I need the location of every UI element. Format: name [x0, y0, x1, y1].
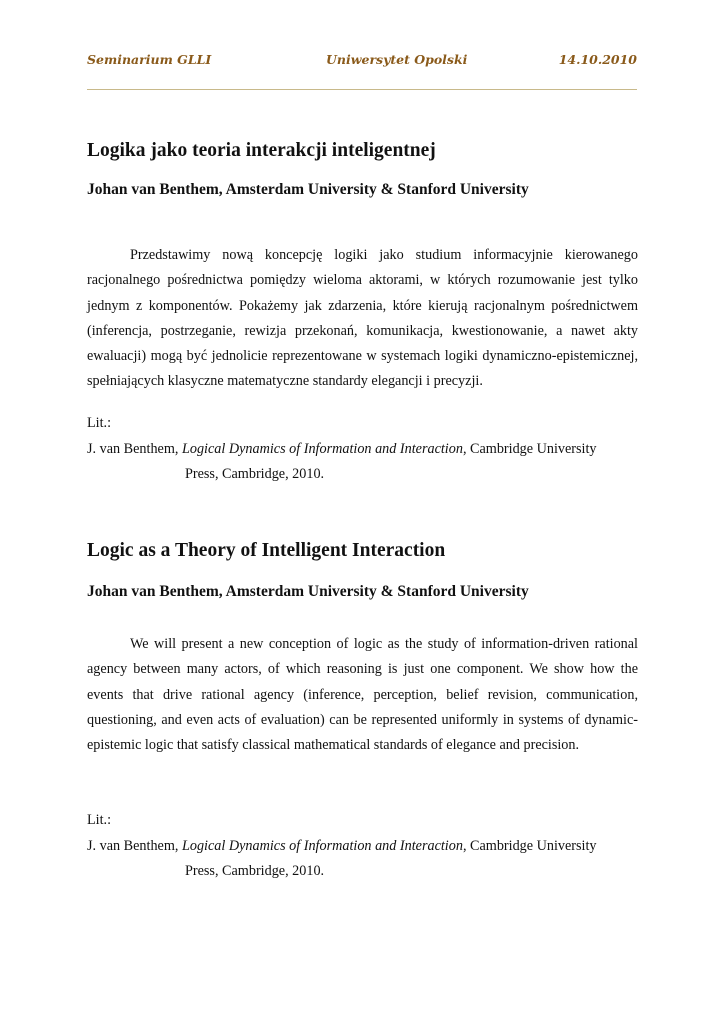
header-university: Uniwersytet Opolski — [326, 52, 468, 67]
reference-book-title: Logical Dynamics of Information and Interaction — [181, 441, 463, 457]
reference-english — [87, 834, 647, 883]
page-header — [87, 52, 637, 72]
reference-publisher: , Cambridge University — [462, 838, 597, 854]
header-divider — [87, 89, 637, 90]
abstract-polish: Przedstawimy nową koncepcję logiki jako studium informacyjnie kierowanego racjonalnego pośrednictwa pomiędzy wieloma aktorami, w których rozumowanie jest tylko jednym z komponentów. Pokażemy jak zdarzenia, które kierują racjonalnym pośrednictwem (inferencja, postrzeganie, rewizja przekonań, komunikacja, kwestionowanie, a nawet akty ewaluacji) mogą być jednolicie reprezentowane w systemach logiki dynamiczno-epistemicznej, spełniających klasyczne matematyczne standardy elegancji i precyzji. — [87, 247, 638, 390]
section-author-polish: Johan van Benthem, Amsterdam University & Stanford University — [87, 181, 529, 198]
reference-continuation: Press, Cambridge, 2010. — [185, 465, 325, 482]
header-date: 14.10.2010 — [558, 52, 637, 67]
lit-label-polish: Lit.: — [87, 415, 112, 431]
section-author-english: Johan van Benthem, Amsterdam University & Stanford University — [87, 583, 529, 600]
reference-book-title: Logical Dynamics of Information and Interaction — [181, 838, 463, 854]
section-title-polish: Logika jako teoria interakcji inteligentnej — [87, 140, 436, 161]
abstract-english: We will present a new conception of logic as the study of information-driven rational agency between many actors, of which reasoning is just one component. We show how the events that drive rational agency (inference, perception, belief revision, communication, questioning, and even acts of evaluation) can be represented uniformly in systems of dynamic-epistemic logic that satisfy classical mathematical standards of elegance and precision. — [87, 636, 638, 754]
reference-author: J. van Benthem, — [87, 838, 179, 854]
reference-author: J. van Benthem, — [87, 441, 179, 457]
section-title-english: Logic as a Theory of Intelligent Interaction — [87, 540, 446, 561]
reference-publisher: , Cambridge University — [462, 441, 597, 457]
lit-label-english: Lit.: — [87, 812, 112, 828]
reference-polish — [87, 437, 647, 486]
reference-continuation: Press, Cambridge, 2010. — [185, 862, 325, 879]
header-seminar: Seminarium GLLI — [87, 52, 212, 67]
